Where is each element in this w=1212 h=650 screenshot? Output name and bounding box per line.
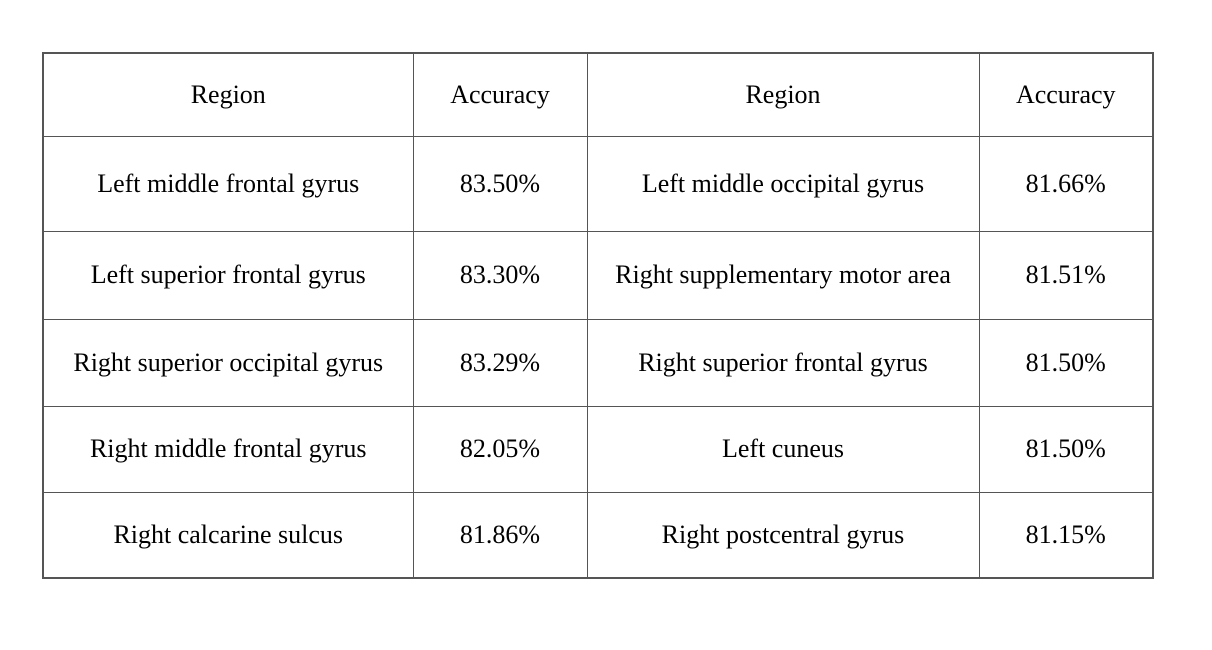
- accuracy-cell: 81.86%: [413, 492, 587, 578]
- region-cell: Left cuneus: [587, 406, 979, 492]
- region-cell: Right superior occipital gyrus: [43, 319, 413, 406]
- accuracy-cell: 81.66%: [979, 136, 1153, 231]
- accuracy-cell: 81.51%: [979, 231, 1153, 319]
- accuracy-cell: 81.50%: [979, 319, 1153, 406]
- table-row: [43, 492, 1153, 578]
- region-cell: Right postcentral gyrus: [587, 492, 979, 578]
- region-cell: Left middle frontal gyrus: [43, 136, 413, 231]
- region-cell: Right supplementary motor area: [587, 231, 979, 319]
- accuracy-table: [42, 52, 1154, 579]
- table-row: [43, 319, 1153, 406]
- region-cell: Right middle frontal gyrus: [43, 406, 413, 492]
- region-cell: Left middle occipital gyrus: [587, 136, 979, 231]
- header-region-1: Region: [43, 53, 413, 136]
- accuracy-cell: 83.50%: [413, 136, 587, 231]
- table-row: [43, 136, 1153, 231]
- region-cell: Right superior frontal gyrus: [587, 319, 979, 406]
- header-region-2: Region: [587, 53, 979, 136]
- accuracy-cell: 83.29%: [413, 319, 587, 406]
- region-cell: Left superior frontal gyrus: [43, 231, 413, 319]
- table-row: [43, 231, 1153, 319]
- table-row: [43, 406, 1153, 492]
- accuracy-cell: 81.50%: [979, 406, 1153, 492]
- region-cell: Right calcarine sulcus: [43, 492, 413, 578]
- accuracy-cell: 81.15%: [979, 492, 1153, 578]
- accuracy-cell: 83.30%: [413, 231, 587, 319]
- accuracy-cell: 82.05%: [413, 406, 587, 492]
- header-row: [43, 53, 1153, 136]
- header-accuracy-1: Accuracy: [413, 53, 587, 136]
- header-accuracy-2: Accuracy: [979, 53, 1153, 136]
